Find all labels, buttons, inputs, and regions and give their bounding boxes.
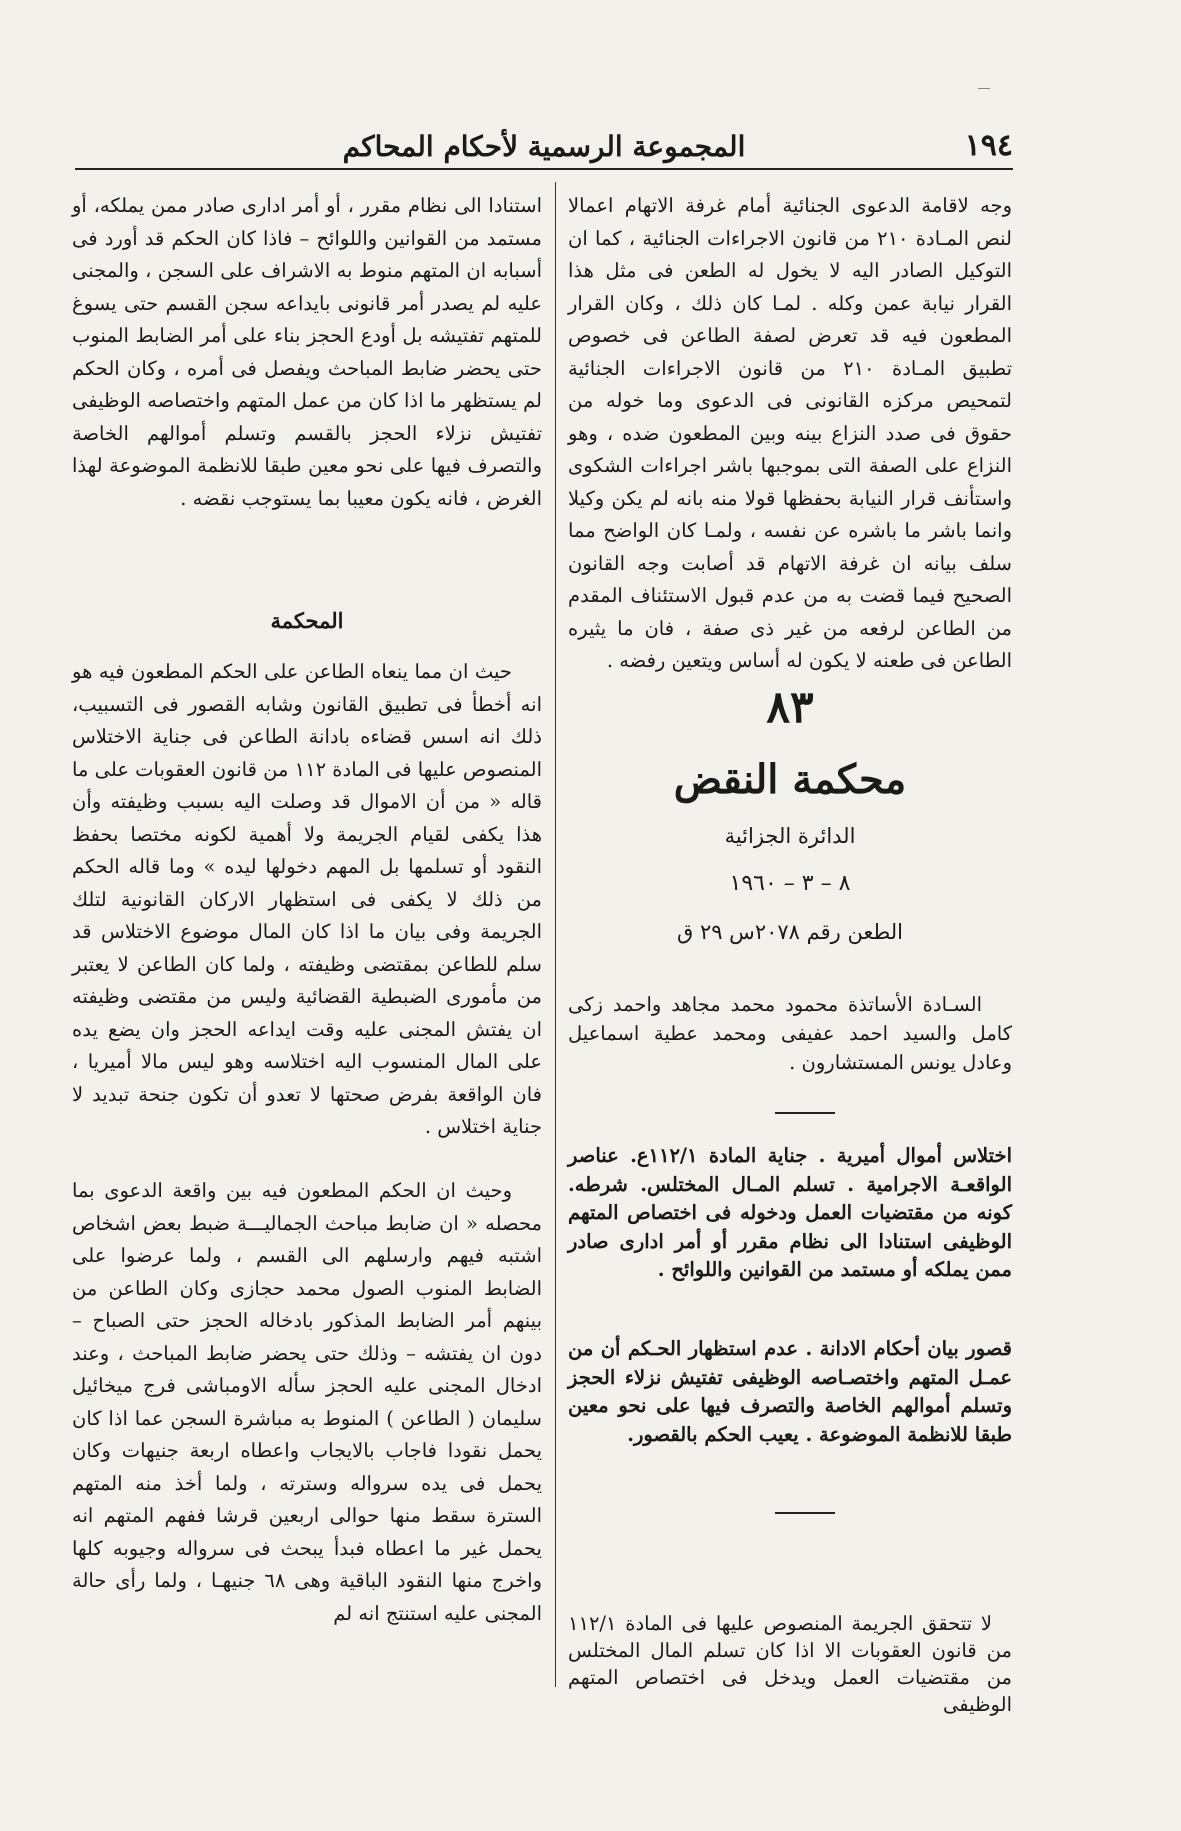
headnote-text: اختلاس أموال أميرية . جناية المادة ١١٢/١ع. عناصر الواقعـة الاجرامية . تسلم المـال المختلس. شرطه. كونه من مقتضيات العمل ودخوله فى اختصاص المتهم الوظيفى استنادا الى نظام مقرر أو أمر ادارى صادر ممن يملكه أو مستمد من القوانين واللوائح . <box>568 1144 1012 1281</box>
case-date: ٨ – ٣ – ١٩٦٠ <box>729 871 851 896</box>
page-number: ١٩٤ <box>964 128 1013 163</box>
headnote-2 <box>568 1335 1012 1449</box>
reasoning-paragraph-1: حيث ان مما ينعاه الطاعن على الحكم المطعون فيه هو انه أخطأ فى تطبيق القانون وشابه القصور فى التسبيب، ذلك انه اسس قضاءه بادانة الطاعن فى جناية الاختلاس المنصوص عليها فى المادة ١١٢ من قانون العقوبات على ما قاله « من أن الاموال قد وصلت اليه بسبب وظيفته وأن هذا يكفى لقيام الجريمة ولا أهمية لكونه مختصا بحفظ النقود أو تسلمها بل المهم دخولها ليده » وما قاله الحكم من ذلك لا يكفى فى استظهار الاركان القانونية لتلك الجريمة وفى بيان ما اذا كان المال موضوع الاختلاس قد سلم للطاعن بمقتضى وظيفته ، ولما كان الطاعن لا يعتبر من مأمورى الضبطية القضائية وليس من مقتضى وظيفته ان يفتش المجنى عليه وقت ايداعه الحجز وان يضع يده على المال المنسوب اليه اختلاسه وهو ليس مالا أميريا ، فان الواقعة بفرض صحتها لا تعدو أن تكون جنحة تبديد لا جناية اختلاس . <box>72 660 542 1138</box>
separator-rule <box>775 1112 835 1114</box>
court-facts <box>72 1175 542 1630</box>
intro-paragraph: استنادا الى نظام مقرر ، أو أمر ادارى صادر ممن يملكه، أو مستمد من القوانين واللوائح – فاذا كان الحكم قد أورد فى أسبابه ان المتهم منوط به الاشراف على السجن ، والمجنى عليه لم يصدر أمر قانونى بايداعه سجن القسم حتى يسوغ للمتهم تفتيشه بل أودع الحجز بناء على أمر الضابط المنوب حتى يحضر ضابط المباحث ويفصل فى أمره ، وكان الحكم لم يستظهر ما اذا كان من عمل المتهم واختصاصه الوظيفى تفتيش نزلاء الحجز بالقسم وتسلم أموالهم الخاصة والتصرف فيها على نحو معين طبقا للانظمة الموضوعة لهذا الغرض ، فانه يكون معيبا بما يستوجب نقضه . <box>72 194 542 510</box>
continuation-paragraph: وجه لاقامة الدعوى الجنائية أمام غرفة الاتهام اعمالا لنص المـادة ٢١٠ من قانون الاجراءات الجنائية ، كما ان التوكيل الصادر اليه لا يخول له الطعن فى مثل هذا القرار نيابة عمن وكله . لمـا كان ذلك ، وكان القرار المطعون فيه قد تعرض لصفة الطاعن فى خصوص تطبيق المـادة ٢١٠ من قانون الاجراءات الجنائية لتمحيص مركزه القانونى فى الدعوى وما خوله من حقوق فى صدد النزاع بينه وبين المطعون ضده ، وهو النزاع على الصفة التى بموجبها باشر اجراءات الشكوى واستأنف قرار النيابة بحفظها قولا منه بانه لم يكن وكيلا وانما باشر ما باشره عن نفسه ، ولمـا كان الواضح مما سلف بيانه ان غرفة الاتهام قد أصابت وجه القانون الصحيح فيما قضت به من عدم قبول الاستئناف المقدم من الطاعن لرفعه من غير ذى صفة ، فان ما يثيره الطاعن فى طعنه لا يكون له أساس ويتعين رفضه . <box>568 194 1013 672</box>
separator-rule <box>775 1512 835 1514</box>
scan-mark <box>978 88 990 89</box>
judges-text: السـادة الأساتذة محمود محمد مجاهد واحمد زكى كامل والسيد احمد عفيفى ومحمد عطية اسماعيل وعادل يونس المستشارون . <box>568 993 1012 1074</box>
ruling-summary <box>568 1610 1012 1718</box>
right-column-continuation <box>568 190 1012 678</box>
headnote-1 <box>568 1142 1012 1285</box>
headnote-text: قصور بيان أحكام الادانة . عدم استظهار الحـكم أن من عمـل المتهم واختصـاصه الوظيفى تفتيش نزلاء الحجز وتسلم أموالهم الخاصة والتصرف فيها على نحو معين طبقا للانظمة الموضوعة . يعيب الحكم بالقصور. <box>568 1337 1012 1446</box>
court-name: محكمة النقض <box>673 756 907 803</box>
ruling-summary-text: لا تتحقق الجريمة المنصوص عليها فى المادة ١١٢/١ من قانون العقوبات الا اذا كان تسلم المال المختلس من مقتضيات العمل ويدخل فى اختصاص المتهم الوظيفى <box>568 1612 1012 1716</box>
court-circuit: الدائرة الجزائية <box>724 824 856 848</box>
page-header <box>75 128 1013 170</box>
case-number: ٨٣ <box>766 682 814 733</box>
left-column <box>72 190 542 515</box>
running-title: المجموعة الرسمية لأحكام المحاكم <box>342 130 746 163</box>
reasoning-paragraph-2: وحيث ان الحكم المطعون فيه بين واقعة الدعوى بما محصله « ان ضابط مباحث الجماليـــة ضبط بعض اشخاص اشتبه فيهم وارسلهم الى القسم ، ولما عرضوا على الضابط المنوب الصول محمد حجازى وكان الطاعن من بينهم أمر الضابط المذكور بادخاله الحجز حتى الصباح – دون ان يفتشه – وذلك حتى يحضر ضابط المباحث ، وعند ادخال المجنى عليه الحجز سأله الاومباشى فرج ميخائيل سليمان ( الطاعن ) المنوط به مباشرة السجن عما اذا كان يحمل نقودا فاجاب بالايجاب واعطاه اربعة جنيهات وكان يحمل فى يده سرواله وسترته ، ولما أخذ منه المتهم السترة سقط منها حوالى اربعين قرشا ففهم المتهم انه يحمل غير ما اعطاه فبدأ يبحث فى سرواله وجيوبه كلها واخرج منها النقود الباقية وهى ٦٨ جنيهـا ، ولما رأى حالة المجنى عليه استنتج انه لم <box>72 1179 542 1625</box>
judges-panel <box>568 990 1012 1077</box>
column-divider <box>555 182 556 1687</box>
appeal-number: الطعن رقم ٢٠٧٨س ٢٩ ق <box>676 920 904 944</box>
court-reasoning <box>72 656 542 1144</box>
section-title: المحكمة <box>270 608 344 633</box>
case-caption <box>568 680 1012 952</box>
